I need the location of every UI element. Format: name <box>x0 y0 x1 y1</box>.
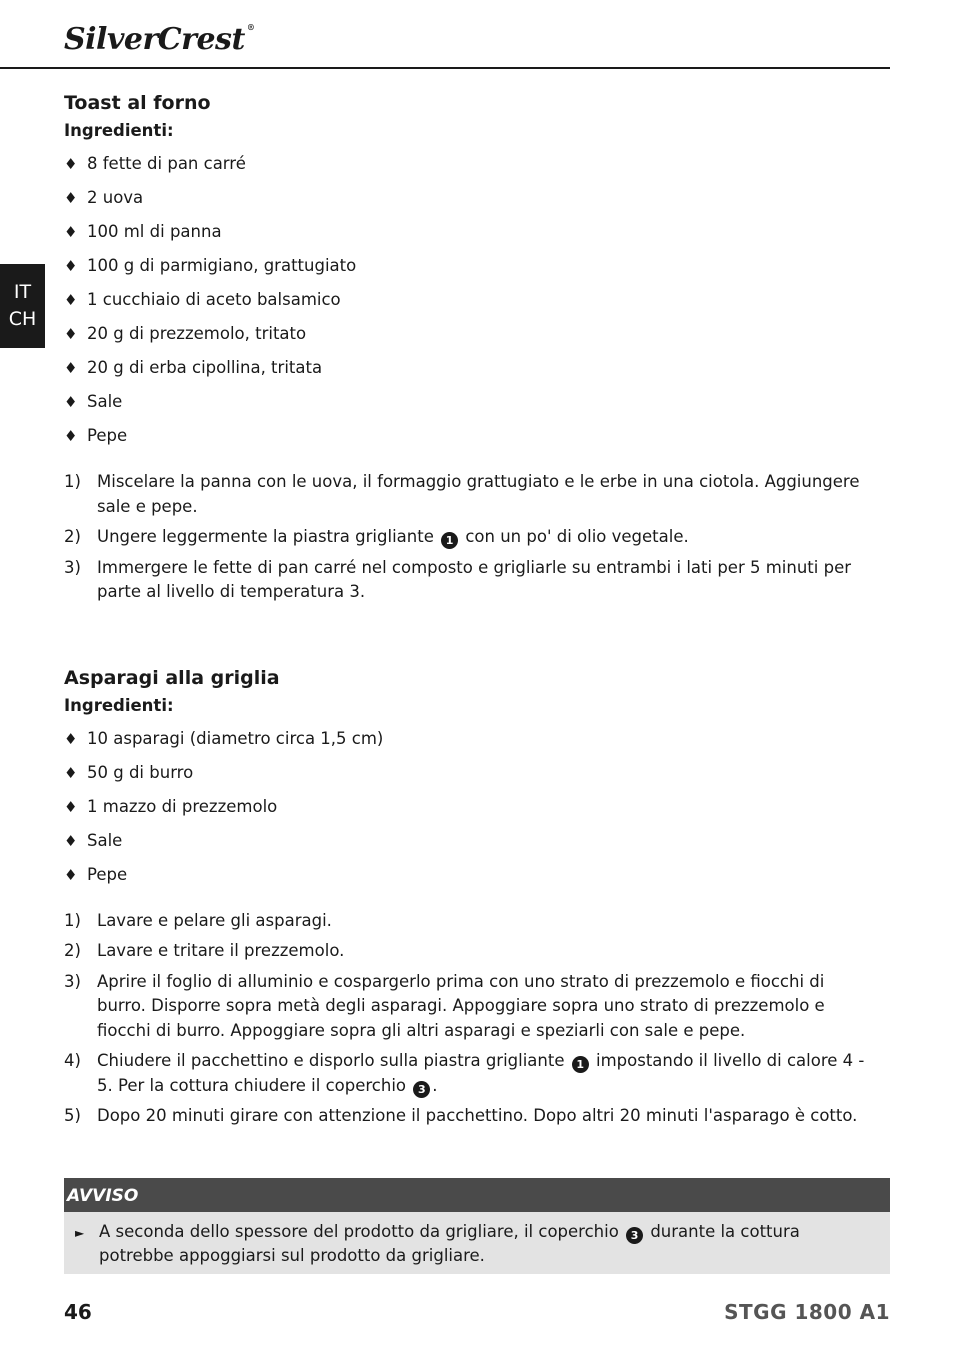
steps-list <box>64 909 874 1129</box>
list-item: ♦ 100 ml di panna <box>64 222 222 241</box>
diamond-bullet-icon: ♦ <box>64 223 78 241</box>
diamond-bullet-icon: ♦ <box>64 763 78 782</box>
lang-ch: CH <box>8 308 37 330</box>
diamond-bullet-icon: ♦ <box>64 291 78 309</box>
step-item: 1) Lavare e pelare gli asparagi. <box>64 910 332 930</box>
diamond-bullet-icon: ♦ <box>64 189 78 207</box>
step-item: 2) Lavare e tritare il prezzemolo. <box>64 941 345 960</box>
diamond-bullet-icon: ♦ <box>64 155 78 173</box>
ingredients-list <box>64 728 874 886</box>
recipe-toast <box>64 92 874 605</box>
diamond-bullet-icon: ♦ <box>64 257 78 275</box>
list-item: ♦ 8 fette di pan carré <box>64 154 246 173</box>
step-item: 3) Aprire il foglio di alluminio e cospargerlo prima con uno strato di prezzemolo e fiocchi di burro. Disporre sopra metà degli asparagi. Appoggiare sopra uno strato di prezzemolo e fiocchi di burro. Appoggiare sopra gli altri asparagi e speziarli con sale e pepe. <box>64 971 825 1040</box>
header-rule <box>0 67 890 69</box>
steps-list <box>64 470 874 605</box>
diamond-bullet-icon: ♦ <box>64 359 78 377</box>
part-number-icon: 1 <box>441 532 458 549</box>
step-item: 2) Ungere leggermente la piastra grigliante 1 con un po' di olio vegetale. <box>64 527 689 547</box>
language-tab <box>0 264 45 348</box>
brand-logo: SilverCrest ® <box>64 22 255 57</box>
step-item: 4) Chiudere il pacchettino e disporlo sulla piastra grigliante 1 impostando il livello di calore 4 - 5. Per la cottura chiudere il coperchio 3 . <box>64 1051 865 1096</box>
list-item: ♦ 2 uova <box>64 188 144 207</box>
diamond-bullet-icon: ♦ <box>64 325 78 343</box>
model-number: STGG 1800 A1 <box>724 1300 890 1324</box>
recipe-title: Asparagi alla griglia <box>64 666 280 689</box>
diamond-bullet-icon: ♦ <box>64 427 78 445</box>
list-item: ♦ 10 asparagi (diametro circa 1,5 cm) <box>64 728 384 748</box>
list-item: ♦ 20 g di erba cipollina, tritata <box>64 358 323 377</box>
list-item: ♦ 50 g di burro <box>64 762 194 782</box>
part-number-icon: 1 <box>572 1056 589 1073</box>
lang-it: IT <box>13 281 32 303</box>
ingredients-list <box>64 153 874 447</box>
list-item: ♦ Pepe <box>64 864 128 884</box>
arrow-right-icon: ► <box>75 1226 85 1240</box>
diamond-bullet-icon: ♦ <box>64 729 78 748</box>
list-item: ♦ Pepe <box>64 426 128 445</box>
part-number-icon: 3 <box>626 1227 643 1244</box>
diamond-bullet-icon: ♦ <box>64 831 78 850</box>
ingredients-label: Ingredienti: <box>64 121 174 140</box>
notice-heading: AVVISO <box>64 1178 890 1212</box>
diamond-bullet-icon: ♦ <box>64 393 78 411</box>
part-number-icon: 3 <box>413 1081 430 1098</box>
list-item: ♦ 20 g di prezzemolo, tritato <box>64 324 307 343</box>
ingredients-label: Ingredienti: <box>64 695 174 715</box>
diamond-bullet-icon: ♦ <box>64 797 78 816</box>
notice-box <box>64 1178 890 1274</box>
list-item: ♦ 100 g di parmigiano, grattugiato <box>64 256 357 275</box>
recipe-asparagus <box>64 667 874 1129</box>
step-item: 5) Dopo 20 minuti girare con attenzione il pacchettino. Dopo altri 20 minuti l'asparago è cotto. <box>64 1106 858 1125</box>
list-item: ♦ Sale <box>64 392 123 411</box>
step-item: 3) Immergere le fette di pan carré nel composto e grigliarle su entrambi i lati per 5 minuti per parte al livello di temperatura 3. <box>64 557 852 601</box>
list-item: ♦ 1 mazzo di prezzemolo <box>64 796 278 816</box>
notice-body: ► A seconda dello spessore del prodotto da grigliare, il coperchio 3 durante la cottura potrebbe appoggiarsi sul prodotto da grigliare. <box>64 1212 890 1274</box>
main-content <box>64 92 874 1135</box>
recipe-title: Toast al forno <box>64 92 211 114</box>
diamond-bullet-icon: ♦ <box>64 865 78 884</box>
list-item: ♦ 1 cucchiaio di aceto balsamico <box>64 290 341 309</box>
list-item: ♦ Sale <box>64 830 123 850</box>
page-number: 46 <box>64 1300 92 1324</box>
step-item: 1) Miscelare la panna con le uova, il formaggio grattugiato e le erbe in una ciotola. Aggiungere sale e pepe. <box>64 472 860 516</box>
